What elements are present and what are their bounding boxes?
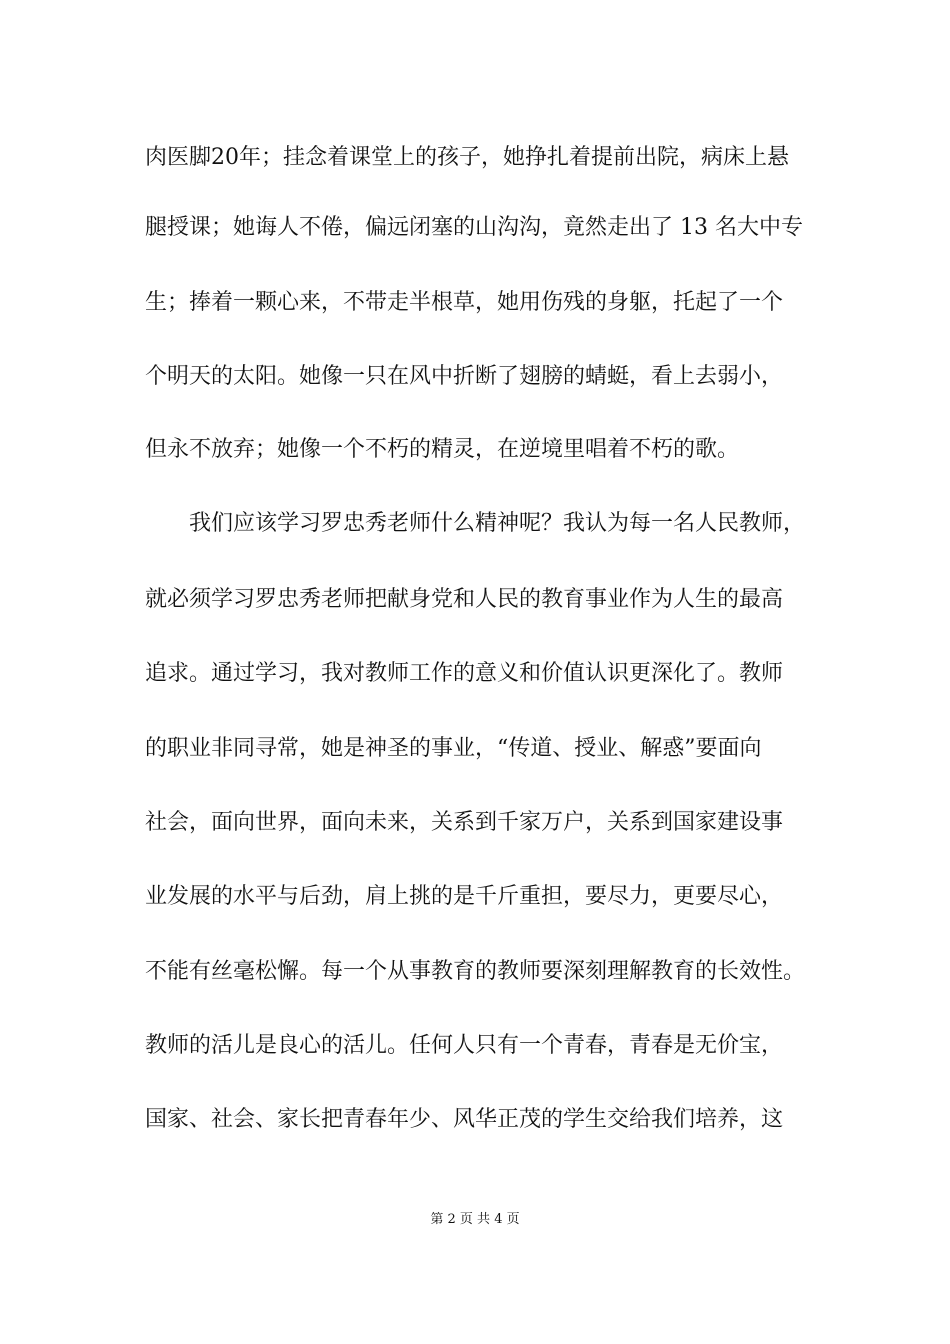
text-line: 社会，面向世界，面向未来，关系到千家万户，关系到国家建设事 xyxy=(145,810,784,835)
text-line: 教师的活儿是良心的活儿。任何人只有一个青春，青春是无价宝， xyxy=(145,1033,784,1058)
text-line: 肉医脚20年；挂念着课堂上的孩子，她挣扎着提前出院，病床上悬 xyxy=(145,145,789,170)
text-line: 个明天的太阳。她像一只在风中折断了翅膀的蜻蜓，看上去弱小， xyxy=(145,364,784,389)
text-line: 不能有丝毫松懈。每一个从事教育的教师要深刻理解教育的长效性。 xyxy=(145,959,806,984)
text-line: 就必须学习罗忠秀老师把献身党和人民的教育事业作为人生的最高 xyxy=(145,587,784,612)
text-line: 生；捧着一颗心来，不带走半根草，她用伤残的身躯，托起了一个 xyxy=(145,290,784,315)
text-line: 国家、社会、家长把青春年少、风华正茂的学生交给我们培养，这 xyxy=(145,1107,784,1132)
page-number-footer: 第 2 页 共 4 页 xyxy=(430,1212,520,1227)
text-line: 的职业非同寻常，她是神圣的事业，“传道、授业、解惑”要面向 xyxy=(145,736,762,761)
text-line: 业发展的水平与后劲，肩上挑的是千斤重担，要尽力，更要尽心， xyxy=(145,884,784,909)
text-line: 追求。通过学习，我对教师工作的意义和价值认识更深化了。教师 xyxy=(145,661,784,686)
text-line: 但永不放弃；她像一个不朽的精灵，在逆境里唱着不朽的歌。 xyxy=(145,437,740,462)
text-line: 腿授课；她诲人不倦，偏远闭塞的山沟沟，竟然走出了 13 名大中专 xyxy=(145,215,803,240)
text-line-indented: 我们应该学习罗忠秀老师什么精神呢？我认为每一名人民教师， xyxy=(189,511,806,536)
